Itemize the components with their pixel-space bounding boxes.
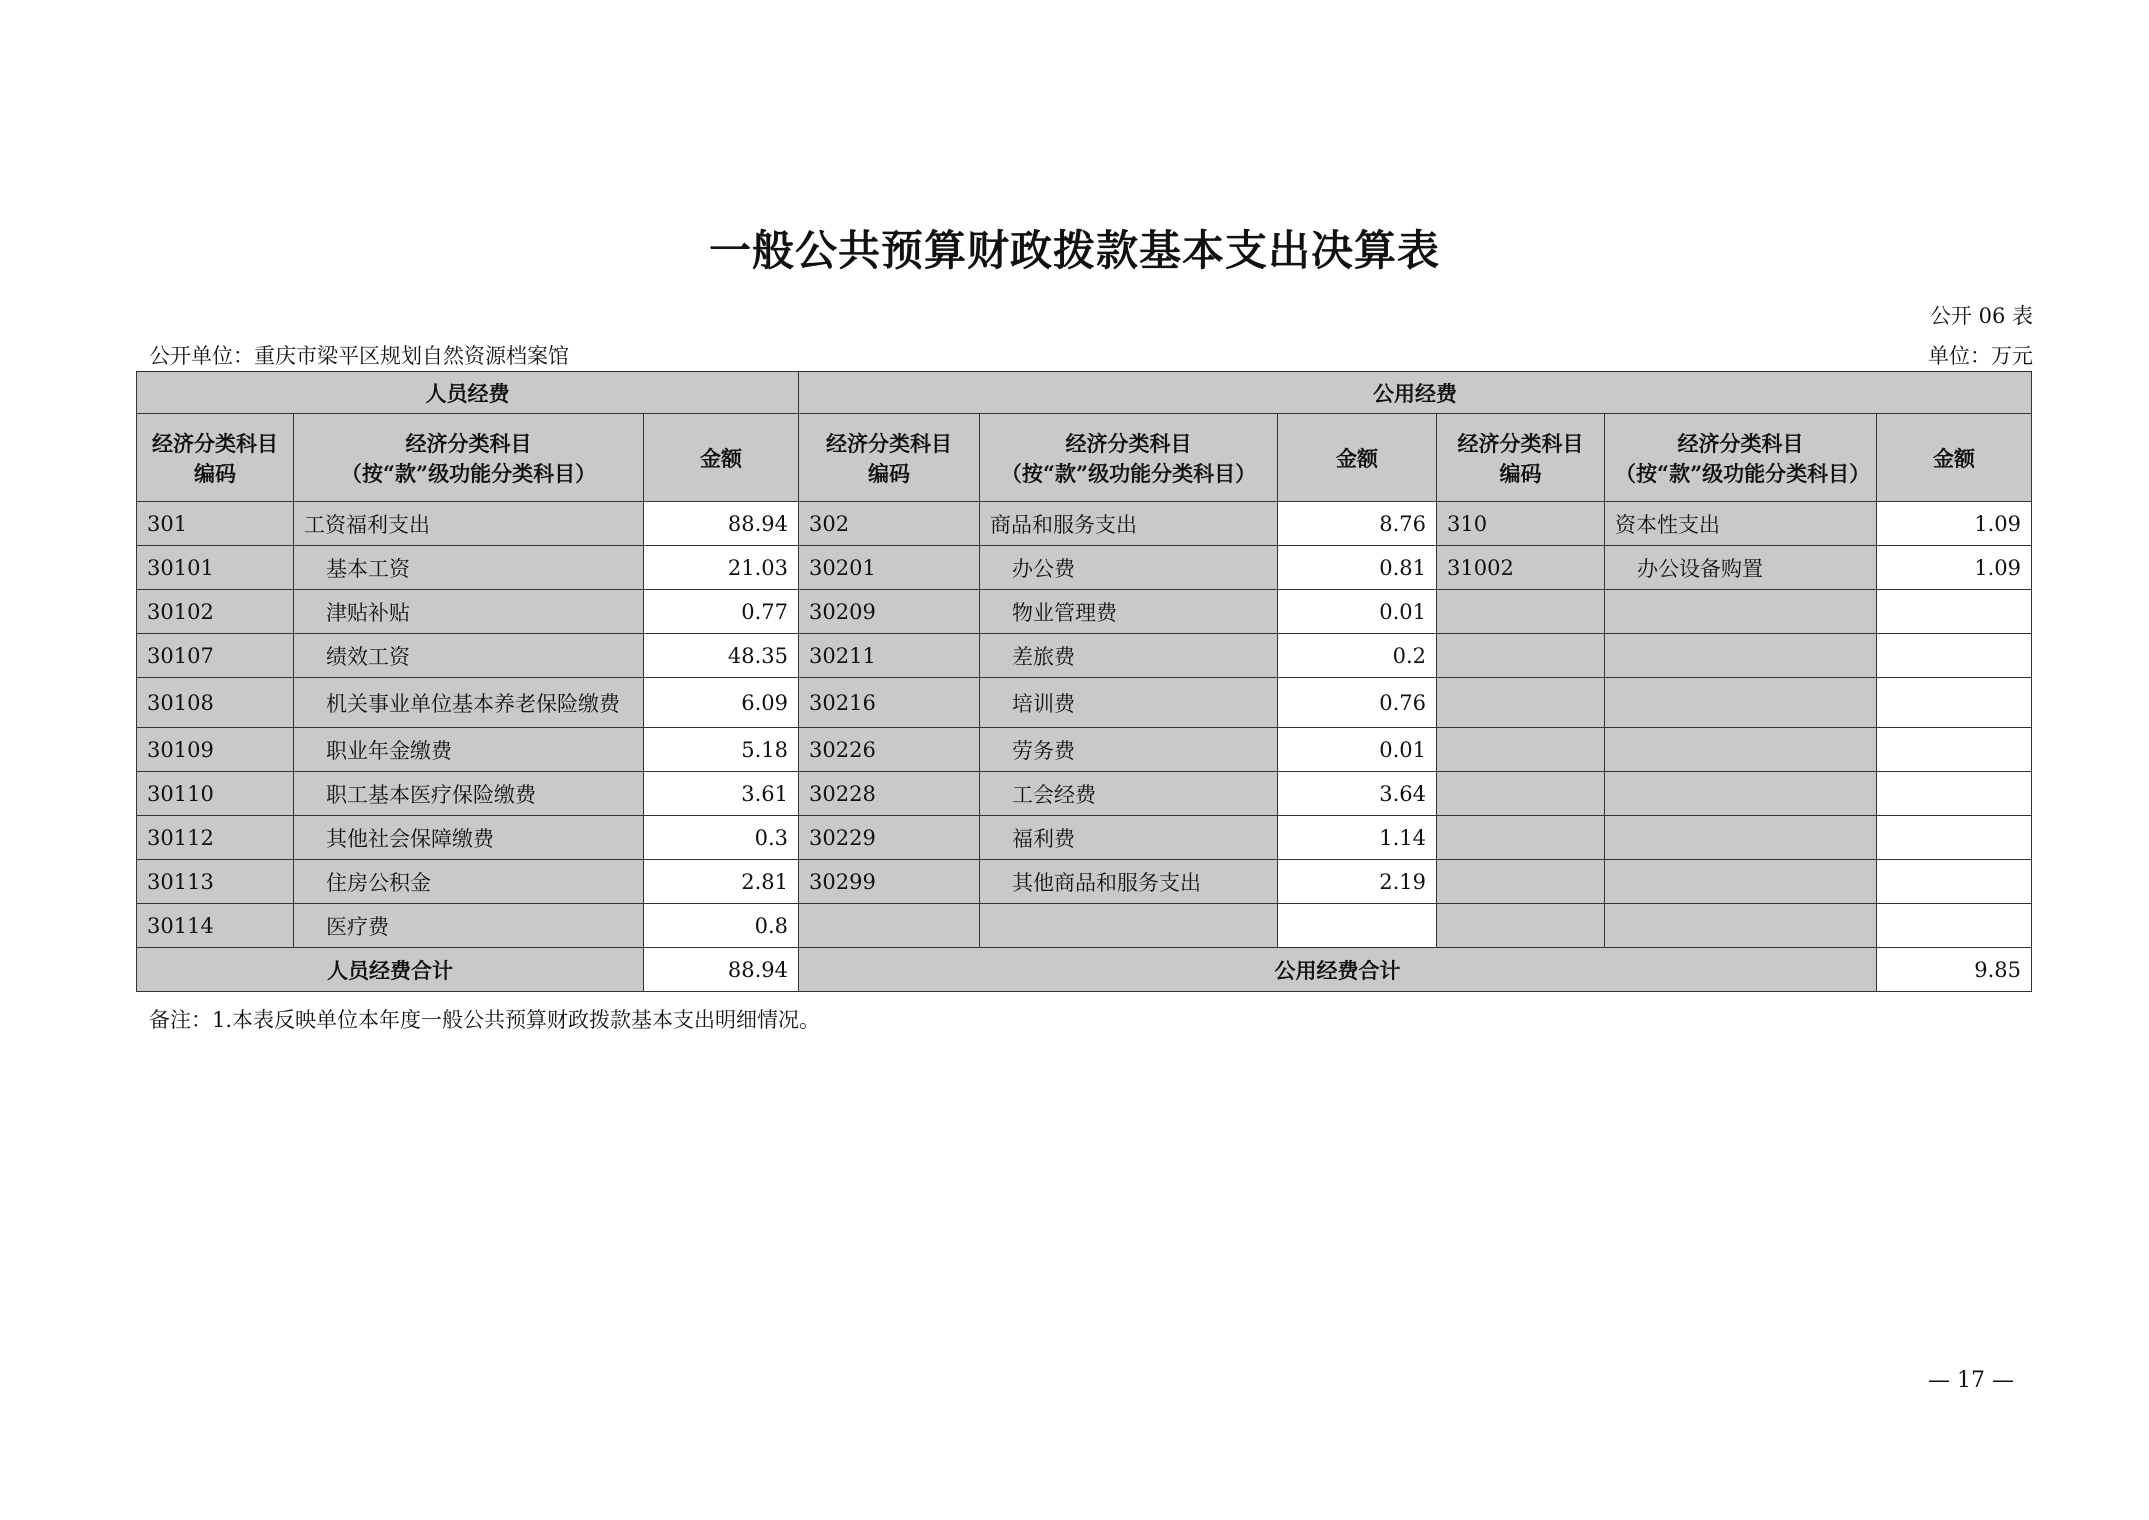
personnel-amount: 48.35 <box>644 634 799 678</box>
header-code-3: 经济分类科目 编码 <box>1437 414 1605 502</box>
capital-amount <box>1877 904 2032 948</box>
capital-amount <box>1877 678 2032 728</box>
personnel-amount: 0.3 <box>644 816 799 860</box>
goods-services-item: 福利费 <box>980 816 1278 860</box>
capital-amount <box>1877 772 2032 816</box>
capital-code <box>1437 728 1605 772</box>
personnel-item: 住房公积金 <box>294 860 644 904</box>
goods-services-code: 30201 <box>799 546 980 590</box>
goods-services-item: 办公费 <box>980 546 1278 590</box>
goods-services-item: 差旅费 <box>980 634 1278 678</box>
personnel-item: 医疗费 <box>294 904 644 948</box>
goods-services-code: 30228 <box>799 772 980 816</box>
capital-code: 31002 <box>1437 546 1605 590</box>
capital-code <box>1437 816 1605 860</box>
personnel-item: 工资福利支出 <box>294 502 644 546</box>
personnel-code: 30112 <box>137 816 294 860</box>
public-total-value: 9.85 <box>1877 948 2032 992</box>
expenditure-table <box>136 371 2032 992</box>
page-title: 一般公共预算财政拨款基本支出决算表 <box>708 226 1440 275</box>
currency-unit: 单位：万元 <box>1928 344 2033 368</box>
header-amount-1: 金额 <box>644 414 799 502</box>
personnel-code: 30110 <box>137 772 294 816</box>
footnote: 备注：1.本表反映单位本年度一般公共预算财政拨款基本支出明细情况。 <box>149 1008 821 1032</box>
personnel-code: 30102 <box>137 590 294 634</box>
capital-item <box>1605 634 1877 678</box>
capital-code: 310 <box>1437 502 1605 546</box>
capital-item <box>1605 590 1877 634</box>
table-row <box>137 634 2032 678</box>
capital-item <box>1605 904 1877 948</box>
goods-services-item: 培训费 <box>980 678 1278 728</box>
personnel-amount: 0.8 <box>644 904 799 948</box>
personnel-item: 机关事业单位基本养老保险缴费 <box>294 678 644 728</box>
goods-services-code <box>799 904 980 948</box>
public-total-label: 公用经费合计 <box>799 948 1877 992</box>
personnel-code: 30108 <box>137 678 294 728</box>
table-row <box>137 678 2032 728</box>
capital-amount <box>1877 816 2032 860</box>
form-number: 公开 06 表 <box>1929 304 2033 328</box>
capital-amount <box>1877 590 2032 634</box>
goods-services-item: 其他商品和服务支出 <box>980 860 1278 904</box>
goods-services-amount: 1.14 <box>1278 816 1437 860</box>
personnel-total-value: 88.94 <box>644 948 799 992</box>
goods-services-amount <box>1278 904 1437 948</box>
capital-code <box>1437 634 1605 678</box>
goods-services-item <box>980 904 1278 948</box>
goods-services-amount: 3.64 <box>1278 772 1437 816</box>
capital-amount: 1.09 <box>1877 502 2032 546</box>
goods-services-amount: 8.76 <box>1278 502 1437 546</box>
table-row <box>137 772 2032 816</box>
goods-services-code: 30211 <box>799 634 980 678</box>
capital-item <box>1605 860 1877 904</box>
goods-services-item: 劳务费 <box>980 728 1278 772</box>
personnel-item: 绩效工资 <box>294 634 644 678</box>
capital-code <box>1437 860 1605 904</box>
personnel-amount: 21.03 <box>644 546 799 590</box>
header-amount-3: 金额 <box>1877 414 2032 502</box>
goods-services-amount: 2.19 <box>1278 860 1437 904</box>
capital-code <box>1437 590 1605 634</box>
capital-item: 办公设备购置 <box>1605 546 1877 590</box>
capital-item: 资本性支出 <box>1605 502 1877 546</box>
goods-services-item: 商品和服务支出 <box>980 502 1278 546</box>
column-header-row <box>137 414 2032 502</box>
goods-services-code: 30229 <box>799 816 980 860</box>
goods-services-amount: 0.01 <box>1278 728 1437 772</box>
personnel-amount: 88.94 <box>644 502 799 546</box>
totals-row <box>137 948 2032 992</box>
personnel-code: 30107 <box>137 634 294 678</box>
personnel-code: 30114 <box>137 904 294 948</box>
capital-amount <box>1877 860 2032 904</box>
goods-services-code: 30299 <box>799 860 980 904</box>
goods-services-code: 30209 <box>799 590 980 634</box>
goods-services-code: 30226 <box>799 728 980 772</box>
header-amount-2: 金额 <box>1278 414 1437 502</box>
personnel-item: 职工基本医疗保险缴费 <box>294 772 644 816</box>
goods-services-code: 302 <box>799 502 980 546</box>
header-name-2: 经济分类科目 （按“款”级功能分类科目） <box>980 414 1278 502</box>
goods-services-amount: 0.2 <box>1278 634 1437 678</box>
capital-item <box>1605 816 1877 860</box>
capital-item <box>1605 678 1877 728</box>
personnel-amount: 5.18 <box>644 728 799 772</box>
capital-amount <box>1877 634 2032 678</box>
capital-code <box>1437 772 1605 816</box>
capital-item <box>1605 772 1877 816</box>
personnel-item: 其他社会保障缴费 <box>294 816 644 860</box>
table-row <box>137 816 2032 860</box>
group-header-personnel: 人员经费 <box>137 372 799 414</box>
capital-amount: 1.09 <box>1877 546 2032 590</box>
personnel-item: 职业年金缴费 <box>294 728 644 772</box>
personnel-amount: 0.77 <box>644 590 799 634</box>
capital-code <box>1437 904 1605 948</box>
personnel-amount: 3.61 <box>644 772 799 816</box>
personnel-amount: 6.09 <box>644 678 799 728</box>
personnel-code: 30113 <box>137 860 294 904</box>
personnel-amount: 2.81 <box>644 860 799 904</box>
table-row <box>137 904 2032 948</box>
reporting-unit: 公开单位：重庆市梁平区规划自然资源档案馆 <box>149 344 569 368</box>
personnel-item: 津贴补贴 <box>294 590 644 634</box>
personnel-total-label: 人员经费合计 <box>137 948 644 992</box>
table-row <box>137 860 2032 904</box>
header-name-1: 经济分类科目 （按“款”级功能分类科目） <box>294 414 644 502</box>
table-row <box>137 502 2032 546</box>
capital-code <box>1437 678 1605 728</box>
goods-services-item: 工会经费 <box>980 772 1278 816</box>
table-row <box>137 546 2032 590</box>
goods-services-item: 物业管理费 <box>980 590 1278 634</box>
personnel-item: 基本工资 <box>294 546 644 590</box>
personnel-code: 30101 <box>137 546 294 590</box>
capital-item <box>1605 728 1877 772</box>
goods-services-code: 30216 <box>799 678 980 728</box>
personnel-code: 30109 <box>137 728 294 772</box>
header-name-3: 经济分类科目 （按“款”级功能分类科目） <box>1605 414 1877 502</box>
goods-services-amount: 0.01 <box>1278 590 1437 634</box>
header-code-1: 经济分类科目 编码 <box>137 414 294 502</box>
personnel-code: 301 <box>137 502 294 546</box>
table-row <box>137 590 2032 634</box>
group-header-public: 公用经费 <box>799 372 2032 414</box>
table-row <box>137 728 2032 772</box>
goods-services-amount: 0.76 <box>1278 678 1437 728</box>
page-number: — 17 — <box>1928 1368 2014 1393</box>
header-code-2: 经济分类科目 编码 <box>799 414 980 502</box>
capital-amount <box>1877 728 2032 772</box>
goods-services-amount: 0.81 <box>1278 546 1437 590</box>
